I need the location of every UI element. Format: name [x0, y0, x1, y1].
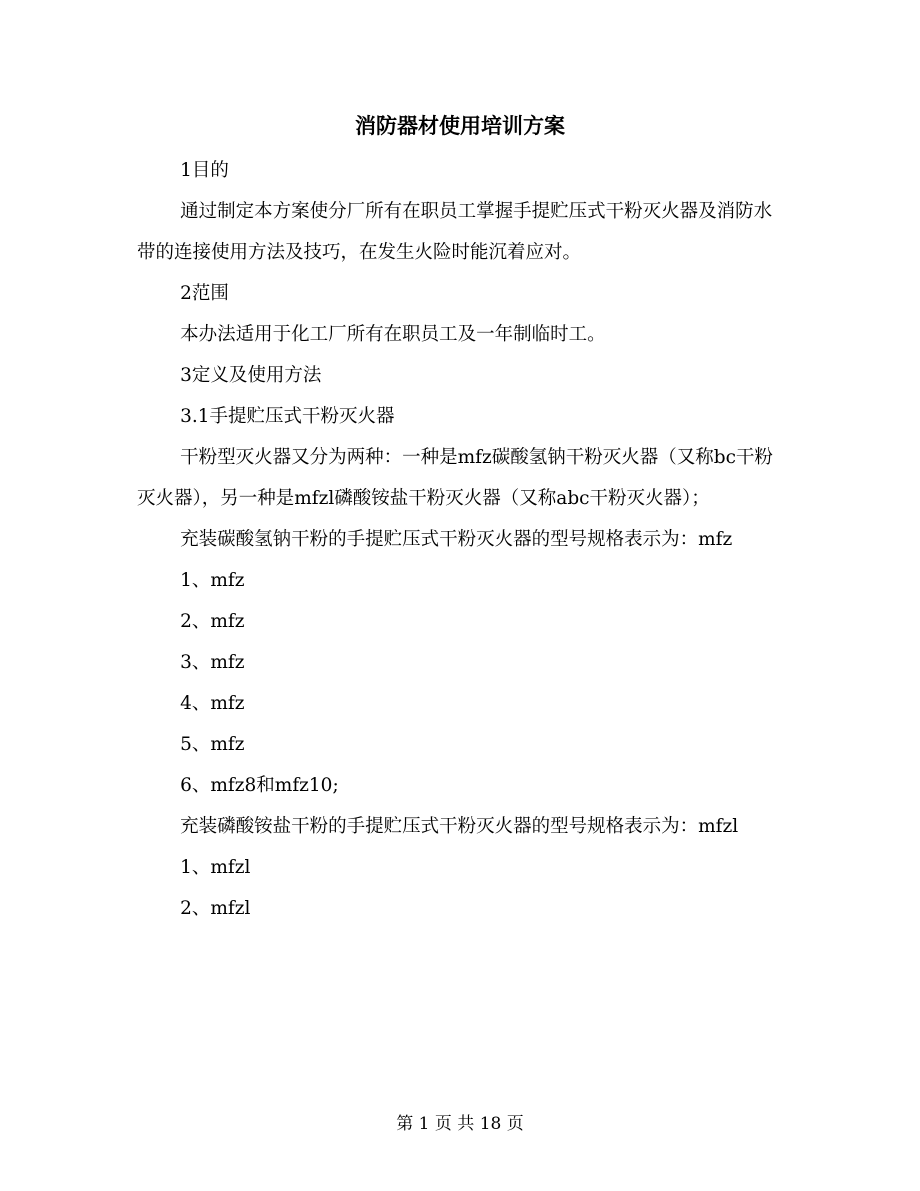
section-heading-scope: 2范围 — [180, 283, 229, 304]
list-item: 2、mfzl — [180, 898, 251, 919]
list-item: 1、mfzl — [180, 857, 251, 878]
list-item: 3、mfz — [180, 652, 245, 673]
section-heading-definition: 3定义及使用方法 — [180, 365, 322, 386]
section-heading-purpose: 1目的 — [180, 160, 229, 181]
list-item: 1、mfz — [180, 570, 245, 591]
document-title: 消防器材使用培训方案 — [355, 113, 565, 138]
paragraph-purpose: 通过制定本方案使分厂所有在职员工掌握手提贮压式干粉灭火器及消防水带的连接使用方法及技巧，在发生火险时能沉着应对。 — [137, 201, 773, 263]
paragraph-powder-types: 干粉型灭火器又分为两种：一种是mfz碳酸氢钠干粉灭火器（又称bc干粉灭火器），另一种是mfzl磷酸铵盐干粉灭火器（又称abc干粉灭火器）； — [137, 447, 773, 509]
document-body — [137, 150, 787, 929]
list-item: 5、mfz — [180, 734, 245, 755]
list-item: 2、mfz — [180, 611, 245, 632]
paragraph-scope: 本办法适用于化工厂所有在职员工及一年制临时工。 — [180, 324, 606, 345]
subsection-heading-extinguisher: 3.1手提贮压式干粉灭火器 — [180, 406, 395, 427]
page-footer: 第 1 页 共 18 页 — [396, 1114, 524, 1134]
list-item: 6、mfz8和mfz10; — [180, 775, 339, 796]
paragraph-mfzl-spec: 充装磷酸铵盐干粉的手提贮压式干粉灭火器的型号规格表示为：mfzl — [180, 816, 739, 837]
list-item: 4、mfz — [180, 693, 245, 714]
paragraph-mfz-spec: 充装碳酸氢钠干粉的手提贮压式干粉灭火器的型号规格表示为：mfz — [180, 529, 733, 550]
